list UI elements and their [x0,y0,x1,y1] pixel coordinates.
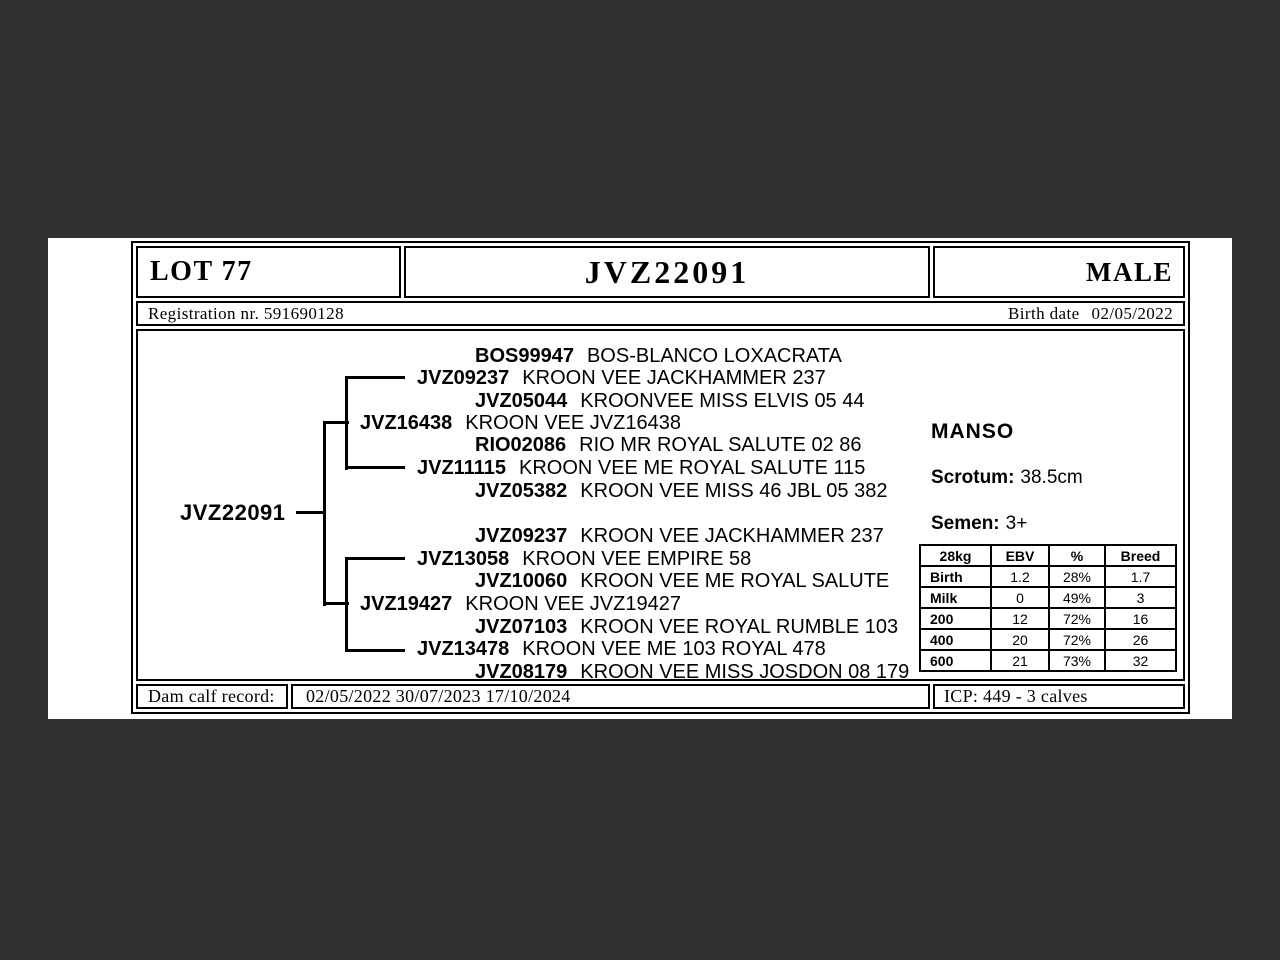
pedigree-panel [136,329,1185,681]
subject-animal-id: JVZ22091 [180,500,286,525]
dam-calf-record-label: Dam calf record: [136,684,288,709]
pedigree-entry [475,661,909,681]
ebv-trait: 600 [920,650,991,671]
scrotum-value: 38.5cm [1020,467,1083,488]
pedigree-entry [475,570,889,592]
animal-id: BOS99947 [475,345,574,367]
pedigree-entry [475,434,862,456]
table-row [920,566,1176,587]
animal-id: JVZ19427 [360,593,453,615]
semen-rating [931,513,1027,535]
card-footer [136,684,1185,709]
breed-name: MANSO [931,420,1015,443]
tree-line [345,557,405,560]
pedigree-entry [475,480,887,502]
animal-name: KROON VEE MISS 46 JBL 05 382 [580,480,888,502]
table-row [920,629,1176,650]
ebv-breed-avg: 16 [1105,608,1176,629]
pedigree-entry [475,390,865,412]
sex-label: MALE [933,246,1185,298]
ebv-breed-avg: 32 [1105,650,1176,671]
animal-name: KROON VEE ME 103 ROYAL 478 [522,638,826,660]
animal-id: JVZ13478 [417,638,510,660]
registration-row [136,301,1185,326]
birth-date [1008,304,1173,324]
ebv-header: Breed [1105,545,1176,566]
animal-id: JVZ09237 [475,525,568,547]
tree-line [323,421,326,606]
ebv-breed-avg: 3 [1105,587,1176,608]
pedigree-entry [475,525,884,547]
pedigree-entry [360,412,681,434]
ebv-accuracy: 28% [1049,566,1105,587]
animal-id: JVZ07103 [475,616,568,638]
ebv-header-row [920,545,1176,566]
animal-name: KROON VEE JACKHAMMER 237 [522,367,826,389]
icp-value: ICP: 449 - 3 calves [933,684,1185,709]
ebv-value: 21 [991,650,1049,671]
ebv-value: 12 [991,608,1049,629]
birth-date-value: 02/05/2022 [1091,303,1173,323]
ebv-accuracy: 72% [1049,608,1105,629]
pedigree-entry [475,616,898,638]
animal-name: BOS-BLANCO LOXACRATA [586,345,842,367]
ebv-accuracy: 49% [1049,587,1105,608]
dam-calf-dates: 02/05/2022 30/07/2023 17/10/2024 [291,684,930,709]
animal-id: JVZ09237 [417,367,510,389]
animal-id: RIO02086 [475,434,567,456]
ebv-accuracy: 72% [1049,629,1105,650]
ebv-header: EBV [991,545,1049,566]
table-row [920,587,1176,608]
ebv-value: 0 [991,587,1049,608]
pedigree-entry [360,593,681,615]
ebv-trait: 200 [920,608,991,629]
ebv-trait: Birth [920,566,991,587]
animal-name: KROON VEE EMPIRE 58 [522,548,752,570]
ebv-value: 1.2 [991,566,1049,587]
page-title: JVZ22091 [404,246,930,298]
ebv-breed-avg: 1.7 [1105,566,1176,587]
tree-line [345,649,405,652]
semen-value: 3+ [1005,513,1028,534]
animal-id: JVZ05382 [475,480,568,502]
birth-date-label: Birth date [1008,303,1080,323]
animal-name: KROONVEE MISS ELVIS 05 44 [580,390,865,412]
ebv-accuracy: 73% [1049,650,1105,671]
animal-name: RIO MR ROYAL SALUTE 02 86 [579,434,862,456]
ebv-table [919,544,1177,672]
tree-line [345,376,405,379]
pedigree-entry [417,457,865,479]
catalog-page [48,238,1232,719]
registration-number: Registration nr. 591690128 [148,303,344,323]
animal-name: KROON VEE ME ROYAL SALUTE 115 [518,457,866,479]
animal-name: KROON VEE MISS JOSDON 08 179 [580,661,910,681]
pedigree-entry [417,548,751,570]
pedigree-entry [417,367,826,389]
lot-number: LOT 77 [136,246,401,298]
card-header [136,246,1185,298]
animal-name: KROON VEE JVZ16438 [465,412,681,434]
tree-line [345,376,348,470]
ebv-header: % [1049,545,1105,566]
tree-line [345,466,405,469]
scrotum-label: Scrotum: [931,467,1015,488]
tree-line [296,511,326,514]
ebv-breed-avg: 26 [1105,629,1176,650]
animal-id: JVZ16438 [360,412,453,434]
pedigree-entry [475,345,842,367]
ebv-trait: 400 [920,629,991,650]
animal-id: JVZ10060 [475,570,568,592]
animal-id: JVZ11115 [417,457,506,479]
animal-id: JVZ05044 [475,390,568,412]
tree-line [345,557,348,652]
table-row [920,608,1176,629]
animal-name: KROON VEE ME ROYAL SALUTE [580,570,890,592]
animal-name: KROON VEE JVZ19427 [465,593,681,615]
animal-id: JVZ13058 [417,548,510,570]
scrotum-measurement [931,467,1083,489]
ebv-value: 20 [991,629,1049,650]
animal-card [131,241,1190,714]
pedigree-entry [417,638,826,660]
ebv-header: 28kg [920,545,991,566]
animal-id: JVZ08179 [475,661,568,681]
ebv-trait: Milk [920,587,991,608]
animal-name: KROON VEE JACKHAMMER 237 [580,525,884,547]
animal-name: KROON VEE ROYAL RUMBLE 103 [580,616,899,638]
table-row [920,650,1176,671]
semen-label: Semen: [931,513,1000,534]
